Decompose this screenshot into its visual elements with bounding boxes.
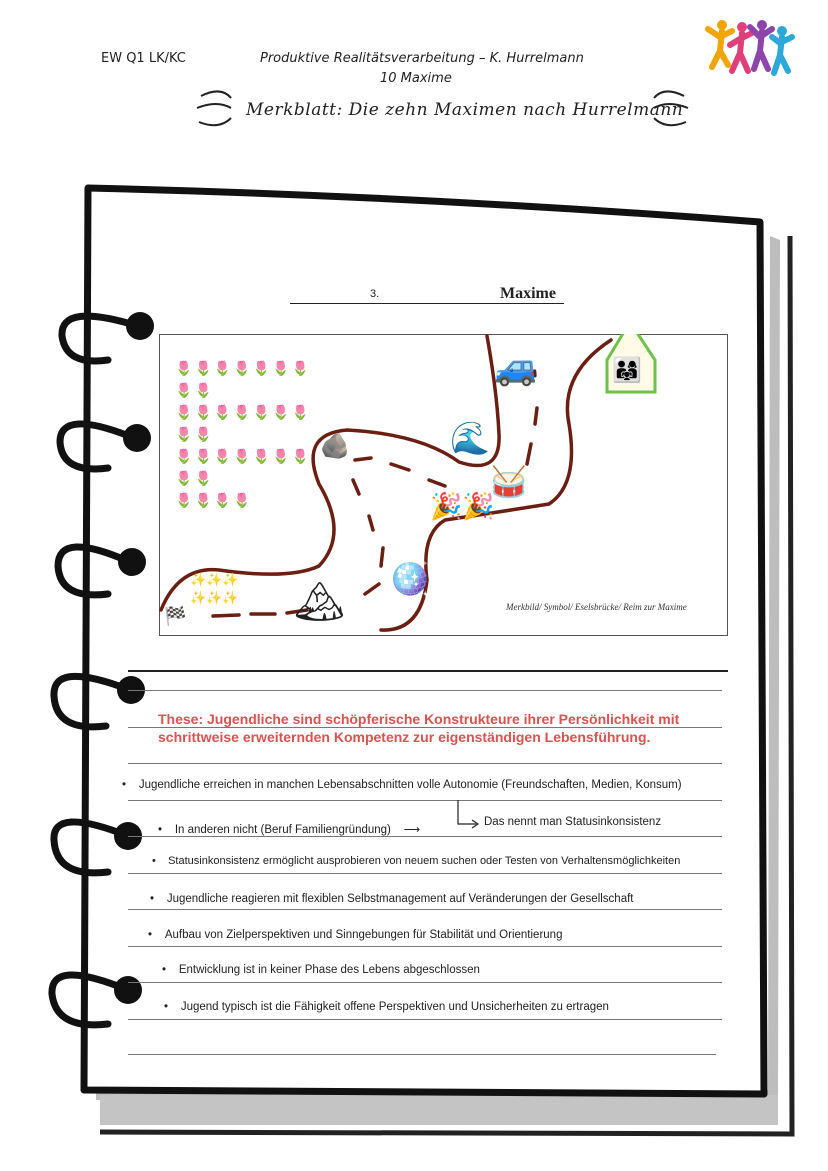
list-item: • Statusinkonsistenz ermöglicht ausprobieren von neuem suchen oder Testen von Verhaltensmöglichkeiten <box>152 855 681 867</box>
wave-icon: 🌊 <box>450 419 490 457</box>
drum-icon: 🥁 <box>490 465 528 500</box>
list-item: • Jugendliche reagieren mit flexiblen Selbstmanagement auf Veränderungen der Gesellschaft <box>150 893 634 905</box>
sheet-subtitle: Merkblatt: Die zehn Maximen nach Hurrelmann <box>246 100 684 120</box>
writing-line <box>128 909 722 910</box>
writing-line <box>128 873 722 874</box>
section-divider <box>128 670 728 672</box>
list-item: • In anderen nicht (Beruf Familiengründung) ⟶ <box>158 824 421 836</box>
writing-line <box>128 1054 716 1055</box>
arrow-note: Das nennt man Statusinkonsistenz <box>484 816 662 828</box>
writing-line <box>128 727 722 728</box>
car-icon: 🚙 <box>494 347 539 388</box>
maxim-number: 3. <box>370 288 380 300</box>
thesis-text: These: Jugendliche sind schöpferische Konstrukteure ihrer Persönlichkeit mit schrittweise erweiternden Kompetenz zur eigenständigen Lebensführung. <box>158 711 680 745</box>
maxim-heading: Maxime <box>500 285 556 302</box>
flowers-icon: 🌷🌷🌷🌷🌷🌷🌷🌷🌷 🌷🌷🌷🌷🌷🌷🌷🌷🌷 🌷🌷🌷🌷🌷🌷🌷🌷🌷 🌷🌷🌷🌷 <box>175 361 312 509</box>
writing-line <box>128 690 722 691</box>
writing-line <box>128 800 722 801</box>
writing-line <box>128 836 722 837</box>
list-item: • Jugendliche erreichen in manchen Lebensabschnitten volle Autonomie (Freundschaften, Medien, Konsum) <box>122 779 682 791</box>
writing-line <box>128 1019 722 1020</box>
doc-subtitle-count: 10 Maxime <box>380 71 452 86</box>
party-popper-icon: 🎉🎉 <box>430 492 495 522</box>
mountain-icon: 🏔 <box>294 579 345 625</box>
course-label: EW Q1 LK/KC <box>101 51 186 66</box>
writing-line <box>128 982 722 983</box>
list-item: • Jugend typisch ist die Fähigkeit offene Perspektiven und Unsicherheiten zu ertragen <box>164 1001 609 1013</box>
writing-line <box>128 946 722 947</box>
list-item: • Entwicklung ist in keiner Phase des Lebens abgeschlossen <box>162 964 480 976</box>
rock-icon: 🪨 <box>320 432 350 460</box>
sparkles-icon: ✨✨✨ ✨✨✨ <box>190 573 239 606</box>
list-item: • Aufbau von Zielperspektiven und Sinngebungen für Stabilität und Orientierung <box>148 929 563 941</box>
picture-caption: Merkbild/ Symbol/ Eselsbrücke/ Reim zur Maxime <box>506 602 687 612</box>
family-icon: 👨‍👩‍👧 <box>612 356 642 384</box>
heading-underline <box>290 303 564 304</box>
finish-flag-icon: 🏁 <box>164 606 187 627</box>
disco-ball-icon: 🪩 <box>388 559 431 599</box>
bent-arrow-icon <box>452 798 482 830</box>
doc-title: Produktive Realitätsverarbeitung – K. Hurrelmann <box>260 51 584 66</box>
writing-line <box>128 763 722 764</box>
arrow-icon: ⟶ <box>403 824 421 836</box>
